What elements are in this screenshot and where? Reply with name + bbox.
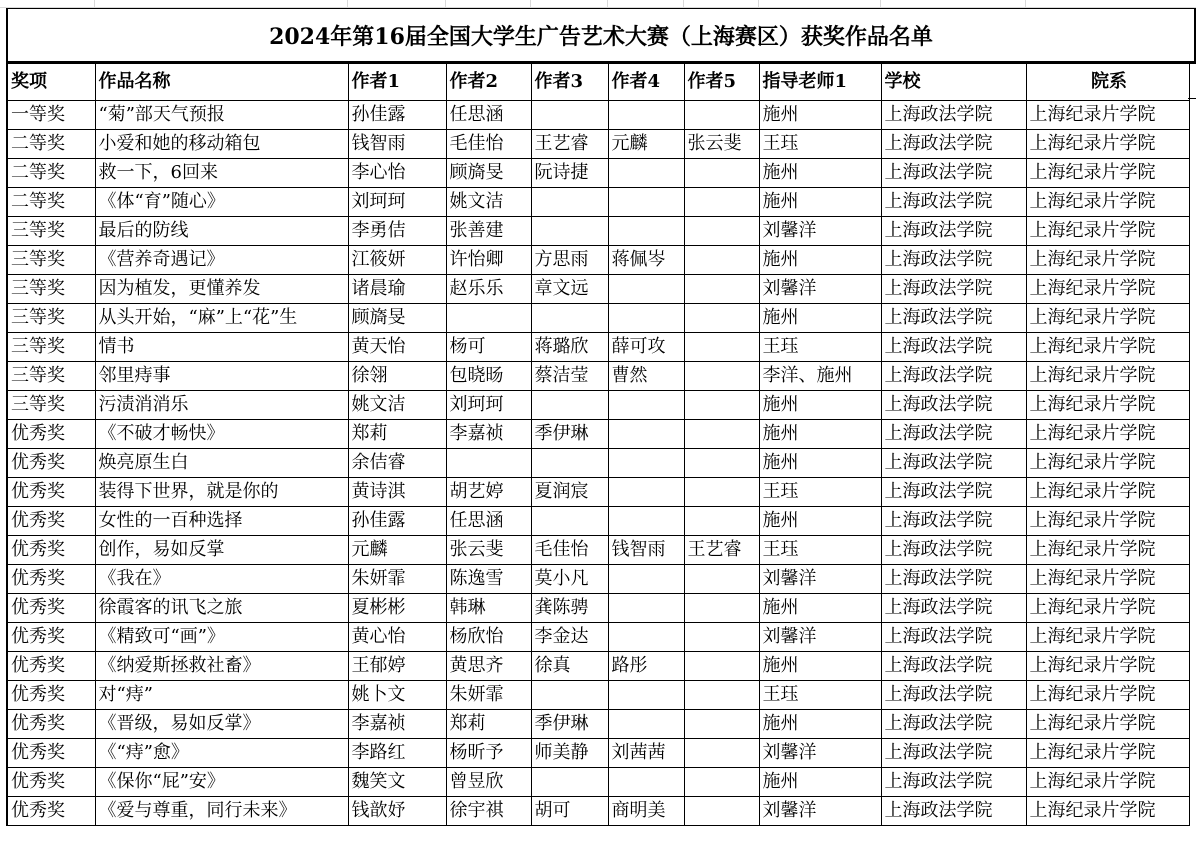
college-cell[interactable]: 上海纪录片学院	[1026, 507, 1189, 536]
author-5-cell[interactable]	[684, 101, 759, 130]
college-cell[interactable]: 上海纪录片学院	[1026, 130, 1189, 159]
author-4-cell[interactable]: 曹然	[608, 362, 684, 391]
table-row	[7, 246, 1189, 275]
author-2-cell[interactable]: 郑莉	[446, 710, 531, 739]
award-cell[interactable]: 优秀奖	[7, 420, 95, 449]
advisor-cell[interactable]: 施州	[759, 246, 881, 275]
table-row	[7, 275, 1189, 304]
header-row-extension	[1188, 63, 1196, 99]
college-cell[interactable]: 上海纪录片学院	[1026, 594, 1189, 623]
author-2-cell[interactable]: 毛佳怡	[446, 130, 531, 159]
author-5-cell[interactable]	[684, 507, 759, 536]
author-5-cell[interactable]: 张云斐	[684, 130, 759, 159]
work-title-cell[interactable]: 焕亮原生白	[95, 449, 348, 478]
work-title-cell[interactable]: 《体“育”随心》	[95, 188, 348, 217]
author-4-cell[interactable]: 商明美	[608, 797, 684, 826]
advisor-cell[interactable]: 王珏	[759, 478, 881, 507]
advisor-cell[interactable]: 刘馨洋	[759, 275, 881, 304]
author-3-cell[interactable]: 莫小凡	[531, 565, 608, 594]
college-cell[interactable]: 上海纪录片学院	[1026, 275, 1189, 304]
college-cell[interactable]: 上海纪录片学院	[1026, 362, 1189, 391]
author-3-cell[interactable]: 方思雨	[531, 246, 608, 275]
author-2-cell[interactable]: 杨昕予	[446, 739, 531, 768]
college-cell[interactable]: 上海纪录片学院	[1026, 652, 1189, 681]
author-1-cell[interactable]: 魏笑文	[348, 768, 446, 797]
author-3-cell[interactable]: 蔡洁莹	[531, 362, 608, 391]
author-1-cell[interactable]: 顾旖旻	[348, 304, 446, 333]
table-row	[7, 130, 1189, 159]
author-4-cell[interactable]	[608, 623, 684, 652]
work-title-cell[interactable]: 《精致可“画”》	[95, 623, 348, 652]
college-cell[interactable]: 上海纪录片学院	[1026, 478, 1189, 507]
school-cell[interactable]: 上海政法学院	[881, 449, 1026, 478]
work-title-cell[interactable]: 徐霞客的讯飞之旅	[95, 594, 348, 623]
work-title-cell[interactable]: 情书	[95, 333, 348, 362]
author-5-cell[interactable]	[684, 391, 759, 420]
table-row	[7, 565, 1189, 594]
author-5-cell[interactable]	[684, 420, 759, 449]
work-title-cell[interactable]: 救一下，6回来	[95, 159, 348, 188]
author-5-cell[interactable]	[684, 652, 759, 681]
header-award[interactable]: 奖项	[7, 64, 95, 101]
award-cell[interactable]: 二等奖	[7, 130, 95, 159]
advisor-cell[interactable]: 刘馨洋	[759, 217, 881, 246]
header-row	[7, 64, 1189, 101]
author-3-cell[interactable]	[531, 101, 608, 130]
author-4-cell[interactable]	[608, 275, 684, 304]
author-1-cell[interactable]: 姚文洁	[348, 391, 446, 420]
author-1-cell[interactable]: 钱智雨	[348, 130, 446, 159]
author-3-cell[interactable]	[531, 768, 608, 797]
work-title-cell[interactable]: 女性的一百种选择	[95, 507, 348, 536]
advisor-cell[interactable]: 施州	[759, 449, 881, 478]
author-2-cell[interactable]	[446, 304, 531, 333]
awards-table	[6, 63, 1190, 826]
work-title-cell[interactable]: 装得下世界，就是你的	[95, 478, 348, 507]
author-5-cell[interactable]	[684, 275, 759, 304]
table-row	[7, 797, 1189, 826]
author-1-cell[interactable]: 李路红	[348, 739, 446, 768]
author-2-cell[interactable]: 陈逸雪	[446, 565, 531, 594]
author-4-cell[interactable]	[608, 101, 684, 130]
college-cell[interactable]: 上海纪录片学院	[1026, 420, 1189, 449]
award-cell[interactable]: 优秀奖	[7, 623, 95, 652]
award-cell[interactable]: 优秀奖	[7, 768, 95, 797]
award-cell[interactable]: 三等奖	[7, 217, 95, 246]
advisor-cell[interactable]: 施州	[759, 507, 881, 536]
school-cell[interactable]: 上海政法学院	[881, 333, 1026, 362]
award-cell[interactable]: 优秀奖	[7, 594, 95, 623]
author-1-cell[interactable]: 元麟	[348, 536, 446, 565]
author-3-cell[interactable]: 阮诗捷	[531, 159, 608, 188]
table-row	[7, 681, 1189, 710]
school-cell[interactable]: 上海政法学院	[881, 594, 1026, 623]
author-5-cell[interactable]	[684, 739, 759, 768]
advisor-cell[interactable]: 刘馨洋	[759, 797, 881, 826]
work-title-cell[interactable]: 邻里痔事	[95, 362, 348, 391]
work-title-cell[interactable]: 从头开始，“麻”上“花”生	[95, 304, 348, 333]
header-work-title[interactable]: 作品名称	[95, 64, 348, 101]
school-cell[interactable]: 上海政法学院	[881, 275, 1026, 304]
school-cell[interactable]: 上海政法学院	[881, 304, 1026, 333]
advisor-cell[interactable]: 王珏	[759, 333, 881, 362]
author-4-cell[interactable]	[608, 304, 684, 333]
college-cell[interactable]: 上海纪录片学院	[1026, 536, 1189, 565]
header-author-5[interactable]: 作者5	[684, 64, 759, 101]
advisor-cell[interactable]: 施州	[759, 710, 881, 739]
author-5-cell[interactable]	[684, 594, 759, 623]
college-cell[interactable]: 上海纪录片学院	[1026, 391, 1189, 420]
college-cell[interactable]: 上海纪录片学院	[1026, 681, 1189, 710]
author-2-cell[interactable]: 黄思齐	[446, 652, 531, 681]
advisor-cell[interactable]: 施州	[759, 159, 881, 188]
school-cell[interactable]: 上海政法学院	[881, 420, 1026, 449]
advisor-cell[interactable]: 王珏	[759, 130, 881, 159]
table-row	[7, 304, 1189, 333]
work-title-cell[interactable]: 《“痔”愈》	[95, 739, 348, 768]
award-cell[interactable]: 优秀奖	[7, 710, 95, 739]
author-2-cell[interactable]: 包晓旸	[446, 362, 531, 391]
school-cell[interactable]: 上海政法学院	[881, 768, 1026, 797]
author-1-cell[interactable]: 王郁婷	[348, 652, 446, 681]
college-cell[interactable]: 上海纪录片学院	[1026, 304, 1189, 333]
author-1-cell[interactable]: 诸晨瑜	[348, 275, 446, 304]
author-3-cell[interactable]: 章文远	[531, 275, 608, 304]
award-cell[interactable]: 优秀奖	[7, 652, 95, 681]
college-cell[interactable]: 上海纪录片学院	[1026, 188, 1189, 217]
college-cell[interactable]: 上海纪录片学院	[1026, 449, 1189, 478]
award-cell[interactable]: 优秀奖	[7, 739, 95, 768]
author-5-cell[interactable]	[684, 333, 759, 362]
advisor-cell[interactable]: 刘馨洋	[759, 623, 881, 652]
author-5-cell[interactable]	[684, 623, 759, 652]
work-title-cell[interactable]: 《纳爱斯拯救社畜》	[95, 652, 348, 681]
author-5-cell[interactable]	[684, 797, 759, 826]
author-5-cell[interactable]	[684, 362, 759, 391]
award-cell[interactable]: 三等奖	[7, 391, 95, 420]
author-3-cell[interactable]	[531, 217, 608, 246]
author-4-cell[interactable]	[608, 565, 684, 594]
advisor-cell[interactable]: 施州	[759, 652, 881, 681]
advisor-cell[interactable]: 李洋、施州	[759, 362, 881, 391]
author-1-cell[interactable]: 江筱妍	[348, 246, 446, 275]
author-2-cell[interactable]: 赵乐乐	[446, 275, 531, 304]
table-row	[7, 623, 1189, 652]
advisor-cell[interactable]: 施州	[759, 768, 881, 797]
award-cell[interactable]: 三等奖	[7, 333, 95, 362]
sheet-title[interactable]: 2024年第16届全国大学生广告艺术大赛（上海赛区）获奖作品名单	[6, 8, 1196, 63]
author-5-cell[interactable]	[684, 478, 759, 507]
school-cell[interactable]: 上海政法学院	[881, 797, 1026, 826]
author-2-cell[interactable]: 许怡卿	[446, 246, 531, 275]
award-cell[interactable]: 三等奖	[7, 304, 95, 333]
author-1-cell[interactable]: 姚卜文	[348, 681, 446, 710]
author-1-cell[interactable]: 朱妍霏	[348, 565, 446, 594]
author-2-cell[interactable]: 曾昱欣	[446, 768, 531, 797]
award-cell[interactable]: 优秀奖	[7, 449, 95, 478]
author-1-cell[interactable]: 夏彬彬	[348, 594, 446, 623]
author-5-cell[interactable]	[684, 768, 759, 797]
author-4-cell[interactable]	[608, 188, 684, 217]
author-5-cell[interactable]	[684, 217, 759, 246]
table-row	[7, 768, 1189, 797]
header-author-1[interactable]: 作者1	[348, 64, 446, 101]
work-title-cell[interactable]: 《营养奇遇记》	[95, 246, 348, 275]
header-author-3[interactable]: 作者3	[531, 64, 608, 101]
award-cell[interactable]: 二等奖	[7, 188, 95, 217]
author-3-cell[interactable]: 李金达	[531, 623, 608, 652]
author-2-cell[interactable]: 胡艺婷	[446, 478, 531, 507]
author-5-cell[interactable]	[684, 159, 759, 188]
author-3-cell[interactable]: 胡可	[531, 797, 608, 826]
author-3-cell[interactable]: 季伊琳	[531, 710, 608, 739]
author-4-cell[interactable]: 路彤	[608, 652, 684, 681]
author-3-cell[interactable]: 夏润宸	[531, 478, 608, 507]
author-2-cell[interactable]: 姚文洁	[446, 188, 531, 217]
school-cell[interactable]: 上海政法学院	[881, 507, 1026, 536]
college-cell[interactable]: 上海纪录片学院	[1026, 768, 1189, 797]
author-2-cell[interactable]: 徐宇祺	[446, 797, 531, 826]
author-4-cell[interactable]: 蒋佩岑	[608, 246, 684, 275]
author-1-cell[interactable]: 郑莉	[348, 420, 446, 449]
school-cell[interactable]: 上海政法学院	[881, 681, 1026, 710]
table-row	[7, 420, 1189, 449]
author-4-cell[interactable]	[608, 449, 684, 478]
advisor-cell[interactable]: 刘馨洋	[759, 739, 881, 768]
college-cell[interactable]: 上海纪录片学院	[1026, 217, 1189, 246]
table-row	[7, 333, 1189, 362]
author-4-cell[interactable]: 薛可攻	[608, 333, 684, 362]
award-cell[interactable]: 一等奖	[7, 101, 95, 130]
author-2-cell[interactable]: 李嘉祯	[446, 420, 531, 449]
author-4-cell[interactable]: 刘茜茜	[608, 739, 684, 768]
author-2-cell[interactable]: 顾旖旻	[446, 159, 531, 188]
author-4-cell[interactable]	[608, 391, 684, 420]
table-row	[7, 217, 1189, 246]
school-cell[interactable]: 上海政法学院	[881, 217, 1026, 246]
author-4-cell[interactable]	[608, 507, 684, 536]
author-2-cell[interactable]: 朱妍霏	[446, 681, 531, 710]
award-cell[interactable]: 三等奖	[7, 362, 95, 391]
school-cell[interactable]: 上海政法学院	[881, 130, 1026, 159]
author-3-cell[interactable]	[531, 304, 608, 333]
author-2-cell[interactable]: 韩琳	[446, 594, 531, 623]
award-cell[interactable]: 二等奖	[7, 159, 95, 188]
table-row	[7, 507, 1189, 536]
college-cell[interactable]: 上海纪录片学院	[1026, 333, 1189, 362]
advisor-cell[interactable]: 王珏	[759, 681, 881, 710]
author-1-cell[interactable]: 余佶睿	[348, 449, 446, 478]
header-college[interactable]: 院系	[1026, 64, 1189, 101]
header-author-4[interactable]: 作者4	[608, 64, 684, 101]
author-1-cell[interactable]: 李心怡	[348, 159, 446, 188]
author-3-cell[interactable]	[531, 449, 608, 478]
author-3-cell[interactable]	[531, 391, 608, 420]
table-row	[7, 449, 1189, 478]
work-title-cell[interactable]: 《爱与尊重，同行未来》	[95, 797, 348, 826]
author-3-cell[interactable]: 龚陈骋	[531, 594, 608, 623]
college-cell[interactable]: 上海纪录片学院	[1026, 797, 1189, 826]
school-cell[interactable]: 上海政法学院	[881, 188, 1026, 217]
author-3-cell[interactable]	[531, 507, 608, 536]
author-5-cell[interactable]	[684, 565, 759, 594]
advisor-cell[interactable]: 刘馨洋	[759, 565, 881, 594]
work-title-cell[interactable]: 最后的防线	[95, 217, 348, 246]
author-3-cell[interactable]	[531, 681, 608, 710]
advisor-cell[interactable]: 王珏	[759, 536, 881, 565]
college-cell[interactable]: 上海纪录片学院	[1026, 159, 1189, 188]
author-1-cell[interactable]: 孙佳露	[348, 507, 446, 536]
author-5-cell[interactable]	[684, 304, 759, 333]
author-1-cell[interactable]: 黄天怡	[348, 333, 446, 362]
work-title-cell[interactable]: 因为植发，更懂养发	[95, 275, 348, 304]
author-3-cell[interactable]: 师美静	[531, 739, 608, 768]
school-cell[interactable]: 上海政法学院	[881, 246, 1026, 275]
school-cell[interactable]: 上海政法学院	[881, 391, 1026, 420]
school-cell[interactable]: 上海政法学院	[881, 739, 1026, 768]
advisor-cell[interactable]: 施州	[759, 188, 881, 217]
author-1-cell[interactable]: 钱歆妤	[348, 797, 446, 826]
work-title-cell[interactable]: 《我在》	[95, 565, 348, 594]
college-cell[interactable]: 上海纪录片学院	[1026, 739, 1189, 768]
table-row	[7, 159, 1189, 188]
author-2-cell[interactable]: 杨可	[446, 333, 531, 362]
author-2-cell[interactable]: 张善建	[446, 217, 531, 246]
school-cell[interactable]: 上海政法学院	[881, 362, 1026, 391]
advisor-cell[interactable]: 施州	[759, 391, 881, 420]
author-2-cell[interactable]: 刘珂珂	[446, 391, 531, 420]
author-4-cell[interactable]	[608, 217, 684, 246]
award-cell[interactable]: 优秀奖	[7, 478, 95, 507]
table-row	[7, 362, 1189, 391]
author-4-cell[interactable]: 钱智雨	[608, 536, 684, 565]
school-cell[interactable]: 上海政法学院	[881, 159, 1026, 188]
author-1-cell[interactable]: 李嘉祯	[348, 710, 446, 739]
college-cell[interactable]: 上海纪录片学院	[1026, 101, 1189, 130]
work-title-cell[interactable]: “菊”部天气预报	[95, 101, 348, 130]
work-title-cell[interactable]: 对“痔”	[95, 681, 348, 710]
college-cell[interactable]: 上海纪录片学院	[1026, 623, 1189, 652]
table-row	[7, 188, 1189, 217]
author-4-cell[interactable]	[608, 710, 684, 739]
author-3-cell[interactable]: 蒋璐欣	[531, 333, 608, 362]
award-cell[interactable]: 三等奖	[7, 275, 95, 304]
author-3-cell[interactable]: 王艺睿	[531, 130, 608, 159]
author-1-cell[interactable]: 黄诗淇	[348, 478, 446, 507]
author-4-cell[interactable]	[608, 768, 684, 797]
author-4-cell[interactable]: 元麟	[608, 130, 684, 159]
school-cell[interactable]: 上海政法学院	[881, 710, 1026, 739]
school-cell[interactable]: 上海政法学院	[881, 101, 1026, 130]
header-author-2[interactable]: 作者2	[446, 64, 531, 101]
header-advisor-1[interactable]: 指导老师1	[759, 64, 881, 101]
author-1-cell[interactable]: 孙佳露	[348, 101, 446, 130]
table-row	[7, 594, 1189, 623]
work-title-cell[interactable]: 污渍消消乐	[95, 391, 348, 420]
author-2-cell[interactable]: 张云斐	[446, 536, 531, 565]
author-5-cell[interactable]: 王艺睿	[684, 536, 759, 565]
advisor-cell[interactable]: 施州	[759, 594, 881, 623]
work-title-cell[interactable]: 《晋级，易如反掌》	[95, 710, 348, 739]
table-row	[7, 536, 1189, 565]
author-2-cell[interactable]: 任思涵	[446, 101, 531, 130]
author-4-cell[interactable]	[608, 594, 684, 623]
author-2-cell[interactable]: 杨欣怡	[446, 623, 531, 652]
table-row	[7, 391, 1189, 420]
award-cell[interactable]: 优秀奖	[7, 681, 95, 710]
school-cell[interactable]: 上海政法学院	[881, 536, 1026, 565]
award-cell[interactable]: 三等奖	[7, 246, 95, 275]
work-title-cell[interactable]: 创作，易如反掌	[95, 536, 348, 565]
advisor-cell[interactable]: 施州	[759, 420, 881, 449]
author-4-cell[interactable]	[608, 478, 684, 507]
author-5-cell[interactable]	[684, 710, 759, 739]
school-cell[interactable]: 上海政法学院	[881, 623, 1026, 652]
table-row	[7, 478, 1189, 507]
table-row	[7, 652, 1189, 681]
author-3-cell[interactable]	[531, 188, 608, 217]
author-5-cell[interactable]	[684, 449, 759, 478]
author-1-cell[interactable]: 徐翎	[348, 362, 446, 391]
table-row	[7, 101, 1189, 130]
award-cell[interactable]: 优秀奖	[7, 797, 95, 826]
college-cell[interactable]: 上海纪录片学院	[1026, 565, 1189, 594]
author-3-cell[interactable]: 毛佳怡	[531, 536, 608, 565]
author-5-cell[interactable]	[684, 246, 759, 275]
author-1-cell[interactable]: 黄心怡	[348, 623, 446, 652]
author-5-cell[interactable]	[684, 188, 759, 217]
previous-row-strip	[0, 0, 1196, 8]
author-3-cell[interactable]: 徐真	[531, 652, 608, 681]
school-cell[interactable]: 上海政法学院	[881, 652, 1026, 681]
author-3-cell[interactable]: 季伊琳	[531, 420, 608, 449]
author-4-cell[interactable]	[608, 159, 684, 188]
author-4-cell[interactable]	[608, 681, 684, 710]
award-cell[interactable]: 优秀奖	[7, 536, 95, 565]
header-school[interactable]: 学校	[881, 64, 1026, 101]
college-cell[interactable]: 上海纪录片学院	[1026, 246, 1189, 275]
table-row	[7, 739, 1189, 768]
school-cell[interactable]: 上海政法学院	[881, 565, 1026, 594]
award-cell[interactable]: 优秀奖	[7, 565, 95, 594]
advisor-cell[interactable]: 施州	[759, 304, 881, 333]
advisor-cell[interactable]: 施州	[759, 101, 881, 130]
table-row	[7, 710, 1189, 739]
author-1-cell[interactable]: 刘珂珂	[348, 188, 446, 217]
author-1-cell[interactable]: 李勇佶	[348, 217, 446, 246]
table-body	[7, 101, 1189, 826]
work-title-cell[interactable]: 小爱和她的移动箱包	[95, 130, 348, 159]
author-5-cell[interactable]	[684, 681, 759, 710]
author-4-cell[interactable]	[608, 420, 684, 449]
school-cell[interactable]: 上海政法学院	[881, 478, 1026, 507]
award-cell[interactable]: 优秀奖	[7, 507, 95, 536]
work-title-cell[interactable]: 《保你“屁”安》	[95, 768, 348, 797]
work-title-cell[interactable]: 《不破才畅快》	[95, 420, 348, 449]
college-cell[interactable]: 上海纪录片学院	[1026, 710, 1189, 739]
author-2-cell[interactable]: 任思涵	[446, 507, 531, 536]
author-2-cell[interactable]	[446, 449, 531, 478]
